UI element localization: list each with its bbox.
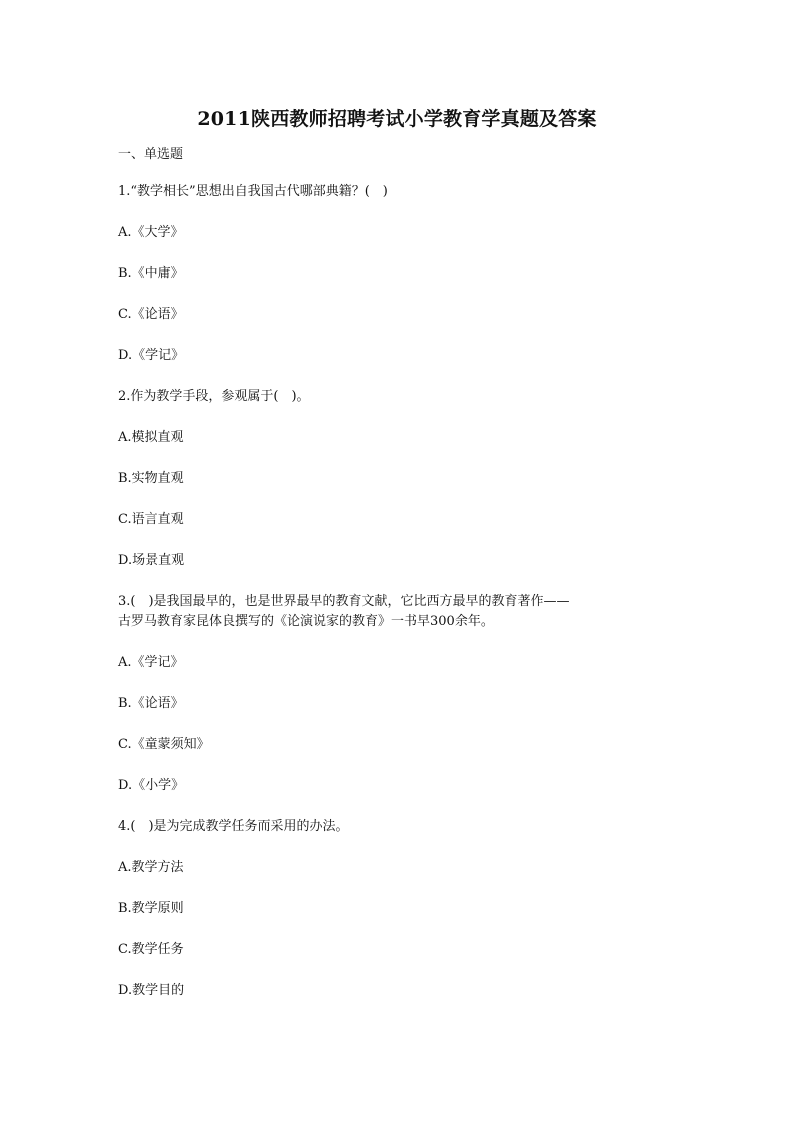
question-4-option-b: B.教学原则 (118, 901, 184, 916)
question-list (118, 182, 638, 1001)
section-heading: 一、单选题 (118, 147, 184, 162)
question-3-stem-line-2: 古罗马教育家昆体良撰写的《论演说家的教育》一书早300余年。 (118, 614, 494, 629)
question-4-option-c: C.教学任务 (118, 942, 184, 957)
question-1-stem: 1.“教学相长”思想出自我国古代哪部典籍？( ) (118, 184, 388, 199)
document-title: 2011陕西教师招聘考试小学教育学真题及答案 (197, 108, 597, 130)
question-2-option-c: C.语言直观 (118, 512, 184, 527)
question-4-stem: 4.( )是为完成教学任务而采用的办法。 (118, 819, 349, 834)
question-1-option-c: C.《论语》 (118, 307, 184, 322)
question-3 (118, 592, 638, 796)
question-1-option-d: D.《学记》 (118, 348, 185, 363)
question-2-stem: 2.作为教学手段，参观属于( )。 (118, 389, 310, 404)
question-3-option-c: C.《童蒙须知》 (118, 737, 210, 752)
question-2 (118, 387, 638, 571)
question-1-option-a: A.《大学》 (118, 225, 184, 240)
question-4 (118, 817, 638, 1001)
question-1 (118, 182, 638, 366)
question-4-option-d: D.教学目的 (118, 983, 185, 998)
question-3-option-d: D.《小学》 (118, 778, 185, 793)
question-3-option-b: B.《论语》 (118, 696, 184, 711)
question-2-option-d: D.场景直观 (118, 553, 185, 568)
question-3-stem-line-1: 3.( )是我国最早的，也是世界最早的教育文献，它比西方最早的教育著作—— (118, 594, 570, 609)
question-2-option-b: B.实物直观 (118, 471, 184, 486)
question-3-option-a: A.《学记》 (118, 655, 184, 670)
question-2-option-a: A.模拟直观 (118, 430, 184, 445)
question-1-option-b: B.《中庸》 (118, 266, 184, 281)
question-4-option-a: A.教学方法 (118, 860, 184, 875)
